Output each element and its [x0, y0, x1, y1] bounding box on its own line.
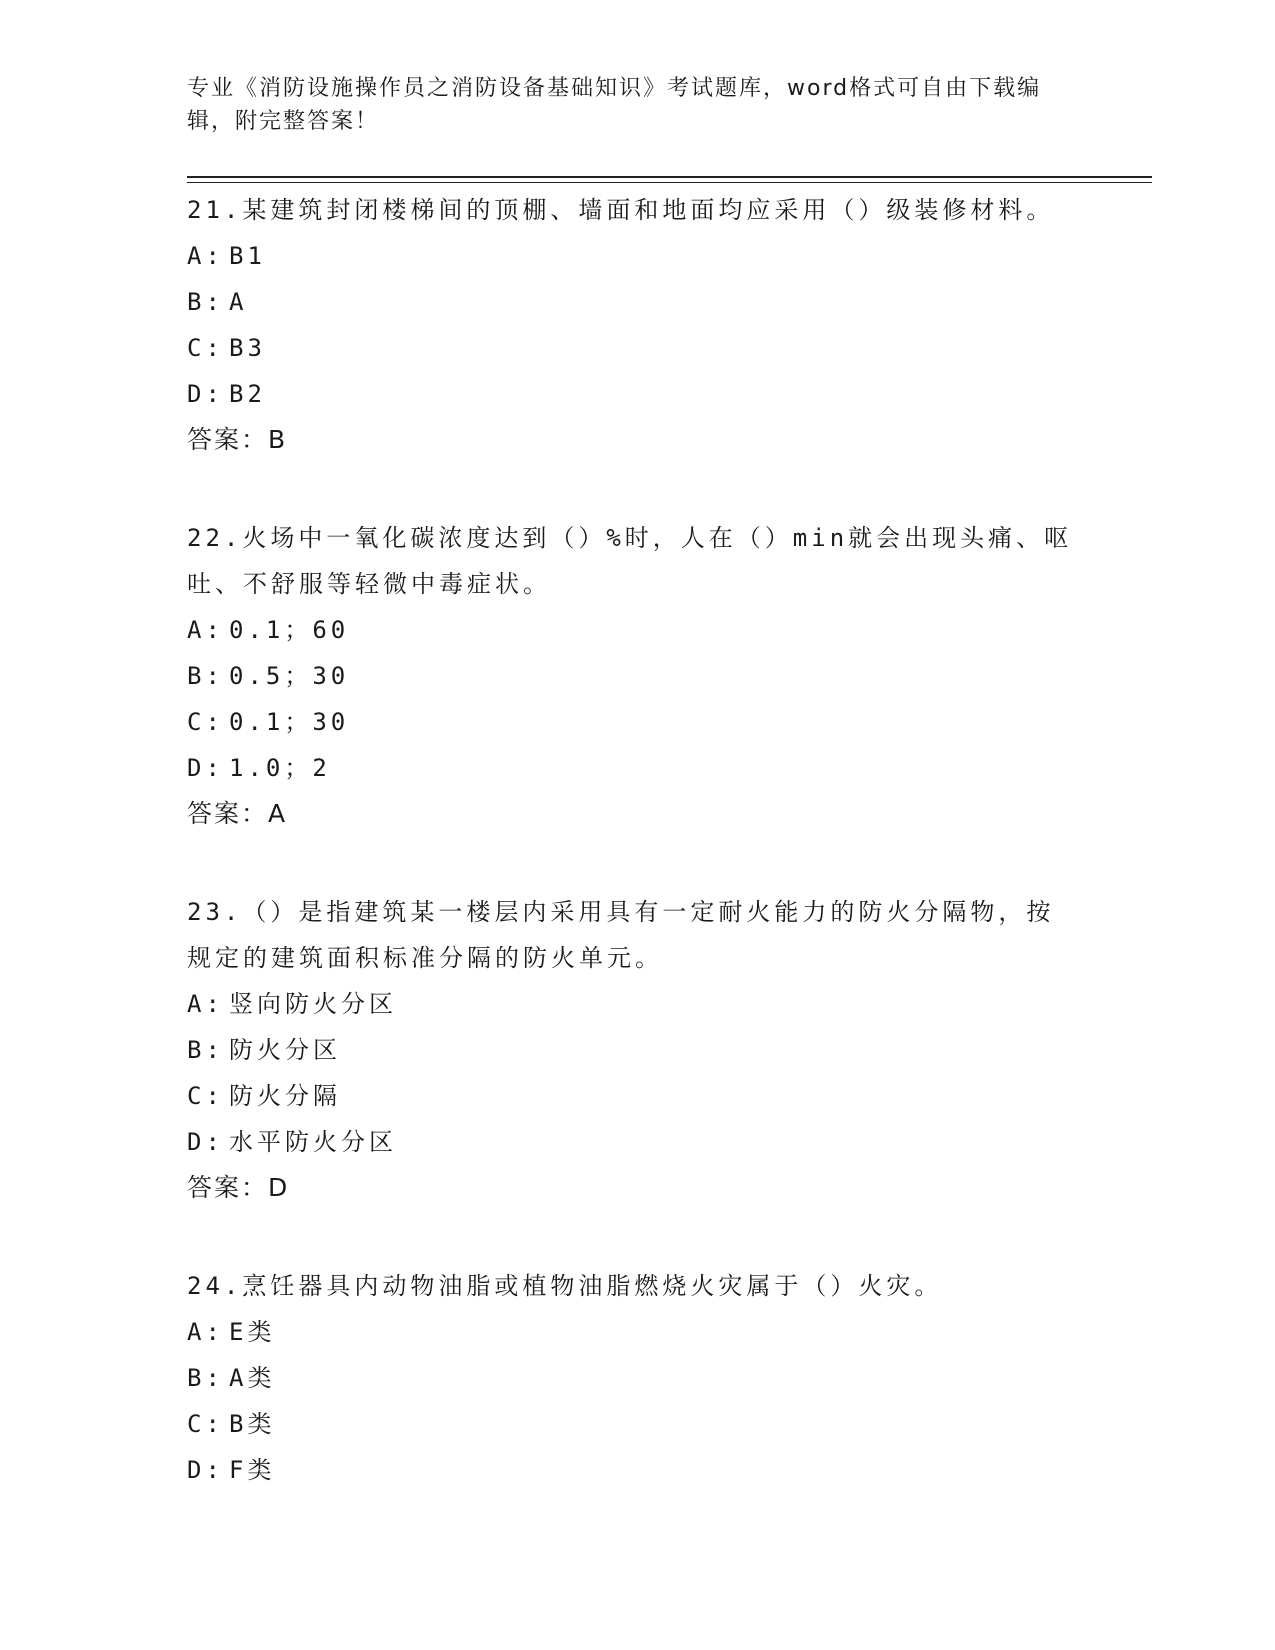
option-label: D: [187, 1128, 224, 1156]
option-label: D: [187, 380, 224, 408]
header-divider-thin [187, 182, 1152, 183]
option-value: 0.5；30 [229, 662, 350, 690]
option-label: A: [187, 242, 224, 270]
option-value: B3 [229, 334, 266, 362]
question-text: 24.烹饪器具内动物油脂或植物油脂燃烧火灾属于（）火灾。 [187, 1272, 943, 1300]
option-label: B: [187, 662, 224, 690]
option-label: B: [187, 1036, 224, 1064]
answer-text: 答案：B [187, 425, 288, 454]
question-text-line-1: 22.火场中一氧化碳浓度达到（）%时，人在（）min就会出现头痛、呕 [187, 524, 1073, 552]
option-label: A: [187, 1318, 224, 1346]
option-label: B: [187, 288, 224, 316]
option-value: B2 [229, 380, 266, 408]
option-d [187, 371, 1127, 417]
header-divider-thick [187, 176, 1152, 178]
option-c [187, 699, 1127, 745]
option-c [187, 1073, 1127, 1119]
option-d [187, 1447, 1127, 1493]
option-d [187, 745, 1127, 791]
option-a [187, 981, 1127, 1027]
option-value: 水平防火分区 [229, 1128, 397, 1156]
header-line-1: 专业《消防设施操作员之消防设备基础知识》考试题库，word格式可自由下载编 [187, 76, 1042, 101]
option-value: E类 [229, 1318, 276, 1346]
option-b [187, 1027, 1127, 1073]
question-23 [187, 889, 1127, 1211]
option-b [187, 279, 1127, 325]
question-text: 21.某建筑封闭楼梯间的顶棚、墙面和地面均应采用（）级装修材料。 [187, 196, 1055, 224]
option-label: B: [187, 1364, 224, 1392]
option-c [187, 325, 1127, 371]
header-line-2: 辑，附完整答案！ [187, 109, 380, 134]
option-value: 竖向防火分区 [229, 990, 397, 1018]
answer-text: 答案：A [187, 799, 288, 828]
option-a [187, 233, 1127, 279]
option-value: B1 [229, 242, 266, 270]
option-b [187, 1355, 1127, 1401]
option-label: C: [187, 1410, 224, 1438]
question-list [187, 187, 1127, 1545]
option-label: C: [187, 334, 224, 362]
question-text-line-2: 规定的建筑面积标准分隔的防火单元。 [187, 944, 663, 972]
option-label: D: [187, 754, 224, 782]
option-value: 防火分隔 [229, 1082, 341, 1110]
option-a [187, 607, 1127, 653]
question-24 [187, 1263, 1127, 1493]
option-value: A [229, 288, 248, 316]
option-value: 0.1；60 [229, 616, 350, 644]
option-value: 1.0；2 [229, 754, 331, 782]
option-label: A: [187, 616, 224, 644]
option-b [187, 653, 1127, 699]
question-21 [187, 187, 1127, 463]
question-text-line-1: 23.（）是指建筑某一楼层内采用具有一定耐火能力的防火分隔物，按 [187, 898, 1055, 926]
option-c [187, 1401, 1127, 1447]
question-text-line-2: 吐、不舒服等轻微中毒症状。 [187, 570, 551, 598]
option-label: C: [187, 1082, 224, 1110]
option-label: A: [187, 990, 224, 1018]
option-value: B类 [229, 1410, 276, 1438]
option-label: D: [187, 1456, 224, 1484]
option-d [187, 1119, 1127, 1165]
question-22 [187, 515, 1127, 837]
option-value: A类 [229, 1364, 276, 1392]
option-a [187, 1309, 1127, 1355]
option-label: C: [187, 708, 224, 736]
option-value: 防火分区 [229, 1036, 341, 1064]
option-value: 0.1；30 [229, 708, 350, 736]
document-header [187, 72, 1087, 138]
answer-text: 答案：D [187, 1173, 290, 1202]
option-value: F类 [229, 1456, 276, 1484]
